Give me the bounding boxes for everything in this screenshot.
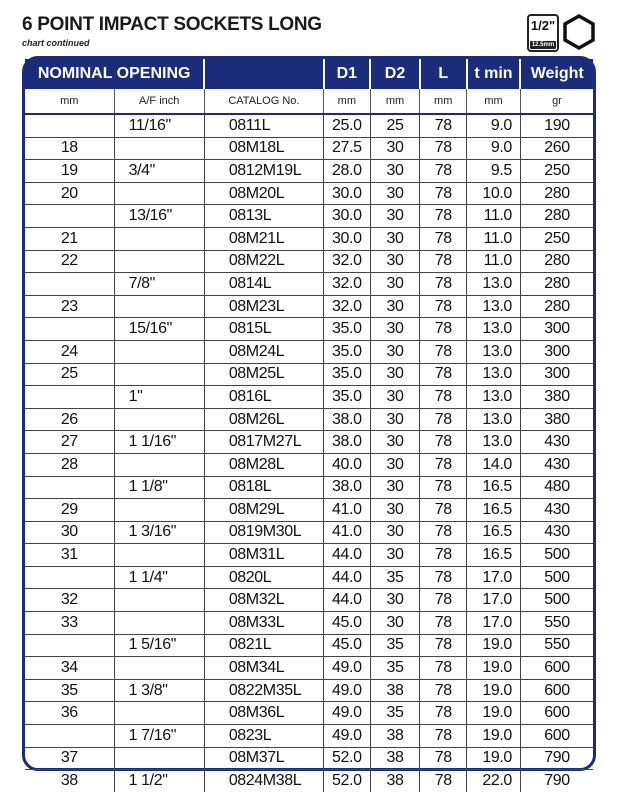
cell-af-inch — [114, 227, 204, 250]
cell-af-inch: 1 1/16" — [114, 431, 204, 454]
cell-l: 78 — [420, 453, 467, 476]
cell-tmin: 22.0 — [467, 770, 521, 792]
cell-d2: 30 — [370, 476, 420, 499]
cell-weight: 790 — [544, 772, 570, 790]
cell-d1: 49.0 — [324, 725, 371, 748]
cell-d2: 30 — [370, 318, 420, 341]
cell-af-inch — [114, 453, 204, 476]
cell-tmin: 13.0 — [467, 363, 521, 386]
cell-mm: 37 — [25, 747, 114, 770]
cell-l: 78 — [420, 589, 467, 612]
cell-tmin: 13.0 — [467, 386, 521, 409]
cell-catalog: 08M36L — [204, 702, 323, 725]
cell-catalog: 0820L — [204, 566, 323, 589]
cell-d2: 30 — [370, 453, 420, 476]
cell-af-inch: 7/8" — [114, 273, 204, 296]
cell-d1: 38.0 — [324, 476, 371, 499]
cell-af-inch: 1 3/8" — [114, 679, 204, 702]
cell-d1: 28.0 — [324, 160, 371, 183]
table-row — [25, 476, 593, 499]
cell-d1: 35.0 — [324, 318, 371, 341]
cell-d2: 30 — [370, 160, 420, 183]
table-row — [25, 182, 593, 205]
cell-d1: 40.0 — [324, 453, 371, 476]
cell-d1: 52.0 — [324, 770, 371, 792]
cell-d2: 30 — [370, 295, 420, 318]
cell-mm — [25, 566, 114, 589]
cell-catalog: 08M26L — [204, 408, 323, 431]
cell-weight: 280 — [520, 205, 593, 228]
cell-mm: 28 — [25, 453, 114, 476]
cell-mm — [25, 273, 114, 296]
cell-catalog: 08M33L — [204, 612, 323, 635]
cell-catalog: 08M37L — [204, 747, 323, 770]
header-d2: D2 — [370, 59, 420, 89]
cell-d2: 35 — [370, 566, 420, 589]
cell-catalog: 08M22L — [204, 250, 323, 273]
cell-d2: 38 — [370, 725, 420, 748]
cell-l: 78 — [420, 160, 467, 183]
cell-weight: 280 — [520, 182, 593, 205]
cell-tmin: 13.0 — [467, 273, 521, 296]
table-row — [25, 589, 593, 612]
table-row — [25, 770, 593, 792]
cell-af-inch — [114, 182, 204, 205]
cell-weight: 380 — [520, 386, 593, 409]
table-row — [25, 612, 593, 635]
cell-catalog: 0821L — [204, 634, 323, 657]
cell-l: 78 — [420, 205, 467, 228]
cell-d1: 30.0 — [324, 227, 371, 250]
cell-af-inch — [114, 702, 204, 725]
cell-catalog: 0811L — [204, 114, 323, 137]
header-catalog-blank — [204, 59, 323, 89]
page-subtitle: chart continued — [22, 38, 90, 48]
cell-weight: 550 — [520, 634, 593, 657]
cell-weight: 500 — [520, 589, 593, 612]
table-row — [25, 137, 593, 160]
cell-mm — [25, 205, 114, 228]
cell-catalog: 08M28L — [204, 453, 323, 476]
unit-d1: mm — [324, 89, 371, 114]
cell-mm: 21 — [25, 227, 114, 250]
table-body — [25, 114, 593, 792]
cell-af-inch — [114, 544, 204, 567]
cell-d1: 44.0 — [324, 544, 371, 567]
cell-mm — [25, 386, 114, 409]
cell-weight: 190 — [520, 114, 593, 137]
table-row — [25, 408, 593, 431]
cell-mm: 35 — [25, 679, 114, 702]
cell-d1: 32.0 — [324, 295, 371, 318]
cell-af-inch: 11/16" — [114, 114, 204, 137]
cell-weight: 430 — [520, 431, 593, 454]
cell-d2: 30 — [370, 612, 420, 635]
cell-af-inch: 1 7/16" — [114, 725, 204, 748]
cell-d1: 49.0 — [324, 679, 371, 702]
cell-l: 78 — [420, 566, 467, 589]
header-tmin: t min — [467, 59, 521, 89]
table-row — [25, 566, 593, 589]
header-l: L — [420, 59, 467, 89]
cell-catalog: 0814L — [204, 273, 323, 296]
cell-d1: 30.0 — [324, 182, 371, 205]
cell-l: 78 — [420, 137, 467, 160]
cell-af-inch: 1 1/8" — [114, 476, 204, 499]
cell-weight: 380 — [520, 408, 593, 431]
cell-af-inch — [114, 250, 204, 273]
cell-mm: 24 — [25, 340, 114, 363]
table-row — [25, 702, 593, 725]
table-row — [25, 521, 593, 544]
cell-weight: 790 — [520, 747, 593, 770]
cell-d2: 38 — [370, 747, 420, 770]
cell-catalog: 0824M38L — [204, 770, 323, 792]
cell-af-inch: 1" — [114, 386, 204, 409]
cell-d1: 45.0 — [324, 612, 371, 635]
cell-catalog: 08M20L — [204, 182, 323, 205]
cell-d2: 35 — [370, 702, 420, 725]
page-title: 6 POINT IMPACT SOCKETS LONG — [22, 14, 322, 35]
cell-mm: 36 — [25, 702, 114, 725]
cell-weight: 550 — [520, 612, 593, 635]
cell-d1: 32.0 — [324, 250, 371, 273]
cell-d1: 41.0 — [324, 499, 371, 522]
table-row — [25, 205, 593, 228]
cell-af-inch: 1 1/4" — [114, 566, 204, 589]
cell-mm: 34 — [25, 657, 114, 680]
cell-l: 78 — [420, 182, 467, 205]
cell-tmin: 19.0 — [467, 725, 521, 748]
cell-af-inch — [114, 295, 204, 318]
cell-tmin: 16.5 — [467, 521, 521, 544]
cell-tmin: 17.0 — [467, 566, 521, 589]
cell-af-inch — [114, 137, 204, 160]
cell-l: 78 — [420, 408, 467, 431]
cell-tmin: 16.5 — [467, 499, 521, 522]
table-row — [25, 114, 593, 137]
cell-l: 78 — [420, 227, 467, 250]
cell-l: 78 — [420, 386, 467, 409]
cell-catalog: 0815L — [204, 318, 323, 341]
hexagon-6-point-icon — [561, 14, 597, 50]
cell-d2: 35 — [370, 634, 420, 657]
cell-weight: 500 — [520, 544, 593, 567]
drive-size-badge — [527, 14, 559, 52]
cell-mm: 18 — [25, 137, 114, 160]
cell-catalog: 0812M19L — [204, 160, 323, 183]
cell-af-inch: 15/16" — [114, 318, 204, 341]
cell-weight: 600 — [520, 702, 593, 725]
cell-af-inch: 3/4" — [114, 160, 204, 183]
cell-l: 78 — [420, 499, 467, 522]
cell-mm: 26 — [25, 408, 114, 431]
table-row — [25, 250, 593, 273]
cell-d1: 27.5 — [324, 137, 371, 160]
cell-af-inch — [114, 363, 204, 386]
cell-d2: 30 — [370, 521, 420, 544]
cell-weight: 600 — [520, 725, 593, 748]
unit-header-row — [25, 89, 593, 114]
cell-mm: 27 — [25, 431, 114, 454]
cell-tmin: 19.0 — [467, 634, 521, 657]
cell-tmin: 13.0 — [467, 408, 521, 431]
cell-tmin: 13.0 — [467, 431, 521, 454]
cell-d1: 32.0 — [324, 273, 371, 296]
cell-mm: 33 — [25, 612, 114, 635]
header-nominal-opening: NOMINAL OPENING — [25, 59, 204, 89]
cell-l: 78 — [420, 770, 467, 792]
table-row — [25, 679, 593, 702]
cell-d1: 49.0 — [324, 702, 371, 725]
cell-weight: 280 — [520, 273, 593, 296]
drive-mm: 12.5mm — [531, 42, 555, 48]
cell-l: 78 — [420, 725, 467, 748]
cell-tmin: 19.0 — [467, 679, 521, 702]
cell-d1: 44.0 — [324, 589, 371, 612]
cell-l: 78 — [420, 657, 467, 680]
table-row — [25, 657, 593, 680]
table-row — [25, 499, 593, 522]
cell-l: 78 — [420, 363, 467, 386]
cell-af-inch: 1 1/2" — [114, 770, 204, 792]
cell-catalog: 0822M35L — [204, 679, 323, 702]
cell-d2: 25 — [370, 114, 420, 137]
cell-d2: 30 — [370, 386, 420, 409]
cell-catalog: 0813L — [204, 205, 323, 228]
cell-tmin: 19.0 — [467, 702, 521, 725]
cell-l: 78 — [420, 476, 467, 499]
unit-catalog: CATALOG No. — [204, 89, 323, 114]
cell-tmin: 9.0 — [467, 137, 521, 160]
table-row — [25, 431, 593, 454]
cell-d2: 30 — [370, 137, 420, 160]
cell-mm: 32 — [25, 589, 114, 612]
cell-mm: 23 — [25, 295, 114, 318]
cell-d1: 35.0 — [324, 386, 371, 409]
cell-d1: 38.0 — [324, 408, 371, 431]
cell-catalog: 0823L — [204, 725, 323, 748]
cell-mm: 22 — [25, 250, 114, 273]
cell-catalog: 08M29L — [204, 499, 323, 522]
cell-catalog: 08M34L — [204, 657, 323, 680]
unit-weight: gr — [520, 89, 593, 114]
cell-d1: 30.0 — [324, 205, 371, 228]
table-row — [25, 340, 593, 363]
cell-d1: 35.0 — [324, 340, 371, 363]
cell-d1: 25.0 — [324, 114, 371, 137]
cell-weight: 260 — [520, 137, 593, 160]
cell-d2: 30 — [370, 227, 420, 250]
cell-tmin: 9.0 — [467, 114, 521, 137]
table-row — [25, 747, 593, 770]
cell-l: 78 — [420, 521, 467, 544]
cell-weight: 600 — [520, 679, 593, 702]
cell-weight: 250 — [520, 227, 593, 250]
cell-af-inch: 1 5/16" — [114, 634, 204, 657]
cell-weight: 600 — [520, 657, 593, 680]
cell-af-inch — [114, 408, 204, 431]
cell-weight: 430 — [520, 453, 593, 476]
cell-weight: 280 — [520, 295, 593, 318]
cell-weight: 500 — [520, 566, 593, 589]
cell-mm — [25, 725, 114, 748]
unit-l: mm — [420, 89, 467, 114]
cell-weight: 300 — [520, 340, 593, 363]
cell-weight: 430 — [520, 499, 593, 522]
cell-catalog: 08M21L — [204, 227, 323, 250]
cell-tmin: 11.0 — [467, 250, 521, 273]
cell-mm: 30 — [25, 521, 114, 544]
cell-tmin: 13.0 — [467, 295, 521, 318]
cell-d2: 30 — [370, 499, 420, 522]
cell-tmin: 19.0 — [467, 747, 521, 770]
sockets-table — [25, 59, 593, 792]
cell-d1: 52.0 — [324, 747, 371, 770]
cell-d2: 38 — [370, 770, 420, 792]
cell-tmin: 13.0 — [467, 340, 521, 363]
cell-mm — [25, 318, 114, 341]
cell-tmin: 11.0 — [467, 205, 521, 228]
cell-tmin: 11.0 — [467, 227, 521, 250]
cell-d2: 38 — [370, 679, 420, 702]
cell-weight: 430 — [520, 521, 593, 544]
cell-d1: 35.0 — [324, 363, 371, 386]
cell-l: 78 — [420, 250, 467, 273]
cell-l: 78 — [420, 273, 467, 296]
sockets-table-container — [22, 56, 596, 790]
cell-catalog: 08M25L — [204, 363, 323, 386]
cell-d2: 30 — [370, 431, 420, 454]
cell-l: 78 — [420, 431, 467, 454]
header-weight: Weight — [520, 59, 593, 89]
table-row — [25, 453, 593, 476]
cell-af-inch: 13/16" — [114, 205, 204, 228]
cell-l: 78 — [420, 702, 467, 725]
cell-mm: 20 — [25, 182, 114, 205]
cell-tmin: 13.0 — [467, 318, 521, 341]
table-row — [25, 273, 593, 296]
table-row — [25, 295, 593, 318]
cell-tmin: 17.0 — [467, 612, 521, 635]
cell-d2: 30 — [370, 408, 420, 431]
cell-tmin: 16.5 — [467, 476, 521, 499]
cell-weight: 480 — [520, 476, 593, 499]
unit-mm: mm — [25, 89, 114, 114]
table-row — [25, 363, 593, 386]
cell-mm: 25 — [25, 363, 114, 386]
cell-af-inch — [114, 747, 204, 770]
table-row — [25, 544, 593, 567]
cell-tmin: 9.5 — [467, 160, 521, 183]
unit-af-inch: A/F inch — [114, 89, 204, 114]
group-header-row — [25, 59, 593, 89]
cell-weight: 300 — [520, 363, 593, 386]
cell-d2: 30 — [370, 544, 420, 567]
cell-mm: 31 — [25, 544, 114, 567]
table-row — [25, 634, 593, 657]
cell-tmin: 17.0 — [467, 589, 521, 612]
cell-l: 78 — [420, 544, 467, 567]
table-row — [25, 386, 593, 409]
cell-mm — [25, 114, 114, 137]
cell-d1: 49.0 — [324, 657, 371, 680]
cell-catalog: 0819M30L — [204, 521, 323, 544]
cell-mm — [25, 634, 114, 657]
cell-d2: 30 — [370, 273, 420, 296]
cell-d1: 44.0 — [324, 566, 371, 589]
cell-catalog: 0816L — [204, 386, 323, 409]
cell-weight: 250 — [520, 160, 593, 183]
cell-catalog: 08M24L — [204, 340, 323, 363]
cell-af-inch — [114, 589, 204, 612]
cell-mm: 29 — [25, 499, 114, 522]
cell-d2: 30 — [370, 589, 420, 612]
unit-d2: mm — [370, 89, 420, 114]
cell-af-inch — [114, 657, 204, 680]
cell-af-inch — [114, 612, 204, 635]
cell-catalog: 08M18L — [204, 137, 323, 160]
cell-tmin: 14.0 — [467, 453, 521, 476]
table-row — [25, 227, 593, 250]
cell-d1: 45.0 — [324, 634, 371, 657]
cell-d2: 30 — [370, 340, 420, 363]
cell-l: 78 — [420, 612, 467, 635]
cell-tmin: 19.0 — [467, 657, 521, 680]
cell-catalog: 08M32L — [204, 589, 323, 612]
cell-l: 78 — [420, 295, 467, 318]
header-d1: D1 — [324, 59, 371, 89]
cell-l: 78 — [420, 340, 467, 363]
cell-d1: 41.0 — [324, 521, 371, 544]
cell-l: 78 — [420, 634, 467, 657]
cell-l: 78 — [420, 114, 467, 137]
drive-fraction: 1/2" — [530, 18, 556, 33]
cell-weight: 280 — [520, 250, 593, 273]
table-row — [25, 318, 593, 341]
cell-d1: 38.0 — [324, 431, 371, 454]
cell-d2: 30 — [370, 363, 420, 386]
cell-catalog: 0817M27L — [204, 431, 323, 454]
cell-l: 78 — [420, 679, 467, 702]
cell-tmin: 16.5 — [467, 544, 521, 567]
cell-l: 78 — [420, 318, 467, 341]
cell-mm — [25, 476, 114, 499]
cell-catalog: 08M23L — [204, 295, 323, 318]
cell-d2: 30 — [370, 250, 420, 273]
cell-mm: 38 — [25, 770, 114, 792]
cell-af-inch — [114, 499, 204, 522]
cell-d2: 35 — [370, 657, 420, 680]
table-row — [25, 160, 593, 183]
cell-weight: 300 — [520, 318, 593, 341]
cell-d2: 30 — [370, 182, 420, 205]
cell-l: 78 — [420, 747, 467, 770]
cell-mm: 19 — [25, 160, 114, 183]
cell-catalog: 0818L — [204, 476, 323, 499]
table-row — [25, 725, 593, 748]
cell-catalog: 08M31L — [204, 544, 323, 567]
cell-af-inch — [114, 340, 204, 363]
cell-d2: 30 — [370, 205, 420, 228]
unit-tmin: mm — [467, 89, 521, 114]
cell-tmin: 10.0 — [467, 182, 521, 205]
cell-af-inch: 1 3/16" — [114, 521, 204, 544]
